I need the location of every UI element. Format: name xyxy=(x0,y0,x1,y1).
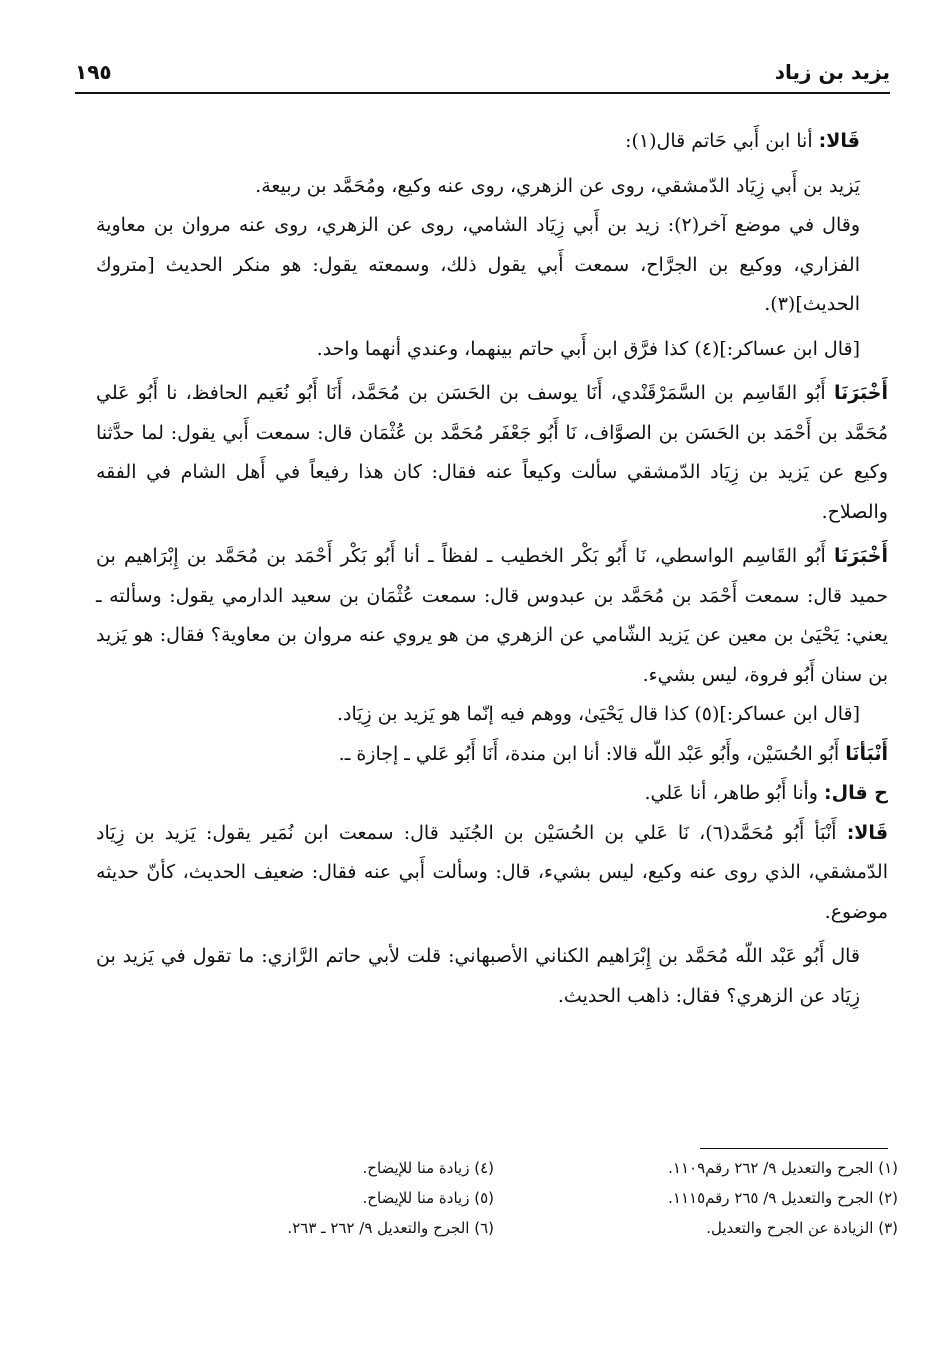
paragraph-lead: قَالا: xyxy=(846,821,889,844)
paragraph-lead: أَنْبَأنَا xyxy=(845,742,888,765)
paragraph-lead: أَخْبَرَنَا xyxy=(833,382,888,404)
paragraph xyxy=(96,374,888,532)
paragraph xyxy=(96,167,888,207)
paragraph-text: أَبُو القَاسِم الواسطي، نَا أَبُو بَكْر الخطيب ـ لفظاً ـ أنا أَبُو بَكْر أَحْمَد بن مُحَمَّد بن إِبْرَاهيم بن حميد قال: سمعت أَحْمَد بن مُحَمَّد بن عبدوس قال: سمعت عُثْمَان بن سعيد الدارمي يقول: وسألته ـ يعني: يَحْيَىٰ بن معين عن يَزيد الشّامي عن الزهري من هو يروي عنه مروان بن معاوية؟ فقال: هو يَزيد بن سنان أَبُو فروة، ليس بشيء. xyxy=(96,545,888,686)
paragraph-text: أَنْبَأ أَبُو مُحَمَّد(٦)، نَا عَلي بن الحُسَيْن بن الجُنَيد قال: سمعت ابن نُمَير يقول: يَزيد بن زِيَاد الدّمشقي، الذي روى عنه وكيع، ليس بشيء، قال: وسألت أَبي عنه فقال: ضعيف الحديث، كأنّ حديثه موضوع. xyxy=(96,821,888,923)
paragraph-text: أَبُو الحُسَيْن، وأَبُو عَبْد اللّه قالا: أنا ابن مندة، أَنَا أَبُو عَلي ـ إجازة ـ. xyxy=(338,742,846,765)
paragraph-text: [قال ابن عساكر:](٤) كذا فرَّق ابن أَبي حاتم بينهما، وعندي أنهما واحد. xyxy=(316,337,860,360)
paragraph-text: قال أَبُو عَبْد اللّه مُحَمَّد بن إِبْرَاهيم الكناني الأصبهاني: قلت لأبي حاتم الرَّازي: ما تقول في يَزيد بن زِيَاد عن الزهري؟ فقال: ذاهب الحديث. xyxy=(96,945,860,1007)
paragraph xyxy=(96,814,888,933)
paragraph xyxy=(96,537,888,695)
footnote: (٢) الجرح والتعديل ٩/ ٢٦٥ رقم١١١٥. xyxy=(668,1189,898,1207)
footnote-separator xyxy=(700,1148,888,1149)
footnote: (٤) زيادة منا للإيضاح. xyxy=(362,1159,494,1177)
footnote: (٦) الجرح والتعديل ٩/ ٢٦٢ ـ ٢٦٣. xyxy=(287,1219,494,1237)
running-title: يزيد بن زياد xyxy=(774,60,890,84)
paragraph-lead: ح قال: xyxy=(824,782,888,804)
footnotes-right-column xyxy=(494,1153,898,1243)
footnote: (٣) الزيادة عن الجرح والتعديل. xyxy=(706,1219,898,1237)
paragraph-text: أنا ابن أَبي حَاتم قال(١): xyxy=(625,130,819,152)
paragraph-lead: قَالا: xyxy=(818,130,860,152)
paragraph-text: أَبُو القَاسِم بن السَّمَرْقَنْدي، أَنَا يوسف بن الحَسَن بن مُحَمَّد، أَنَا أَبُو نُعَيم الحافظ، نا أَبُو عَلي مُحَمَّد بن أَحْمَد بن الحَسَن بن الصوَّاف، نَا أَبُو جَعْفَر مُحَمَّد بن عُثْمَان قال: سمعت أَبي يقول: لما حدَّثنا وكيع عن يَزيد بن زِيَاد الدّمشقي سألت وكيعاً عنه فقال: كان هذا رفيعاً في أَهل الشام في الفقه والصلاح. xyxy=(96,382,888,523)
footnotes xyxy=(90,1153,898,1263)
main-text xyxy=(96,122,888,1016)
paragraph-text: وقال في موضع آخر(٢): زيد بن أَبي زِيَاد الشامي، روى عن الزهري، روى عنه مروان بن معاوية الفزاري، ووكيع بن الجرَّاح، سمعت أَبي يقول ذلك، وسمعته يقول: هو منكر الحديث [متروك الحديث](٣). xyxy=(96,214,860,315)
footnotes-left-column xyxy=(90,1153,494,1243)
paragraph xyxy=(96,735,888,775)
footnote: (٥) زيادة منا للإيضاح. xyxy=(362,1189,494,1207)
paragraph xyxy=(96,937,888,1016)
paragraph xyxy=(96,330,888,370)
page-number: ١٩٥ xyxy=(75,60,112,84)
paragraph-lead: أَخْبَرَنَا xyxy=(833,545,888,567)
page-header xyxy=(75,58,890,94)
paragraph-text: يَزيد بن أَبي زِيَاد الدّمشقي، روى عن الزهري، روى عنه وكيع، ومُحَمَّد بن ربيعة. xyxy=(255,174,860,197)
paragraph xyxy=(96,122,888,162)
paragraph xyxy=(96,695,888,735)
footnote: (١) الجرح والتعديل ٩/ ٢٦٢ رقم١١٠٩. xyxy=(668,1159,898,1177)
paragraph xyxy=(96,774,888,814)
paragraph xyxy=(96,206,888,325)
paragraph-text: وأنا أَبُو طاهر، أنا عَلي. xyxy=(644,782,825,804)
paragraph-text: [قال ابن عساكر:](٥) كذا قال يَحْيَىٰ، ووهم فيه إنّما هو يَزيد بن زِيَاد. xyxy=(336,703,860,725)
